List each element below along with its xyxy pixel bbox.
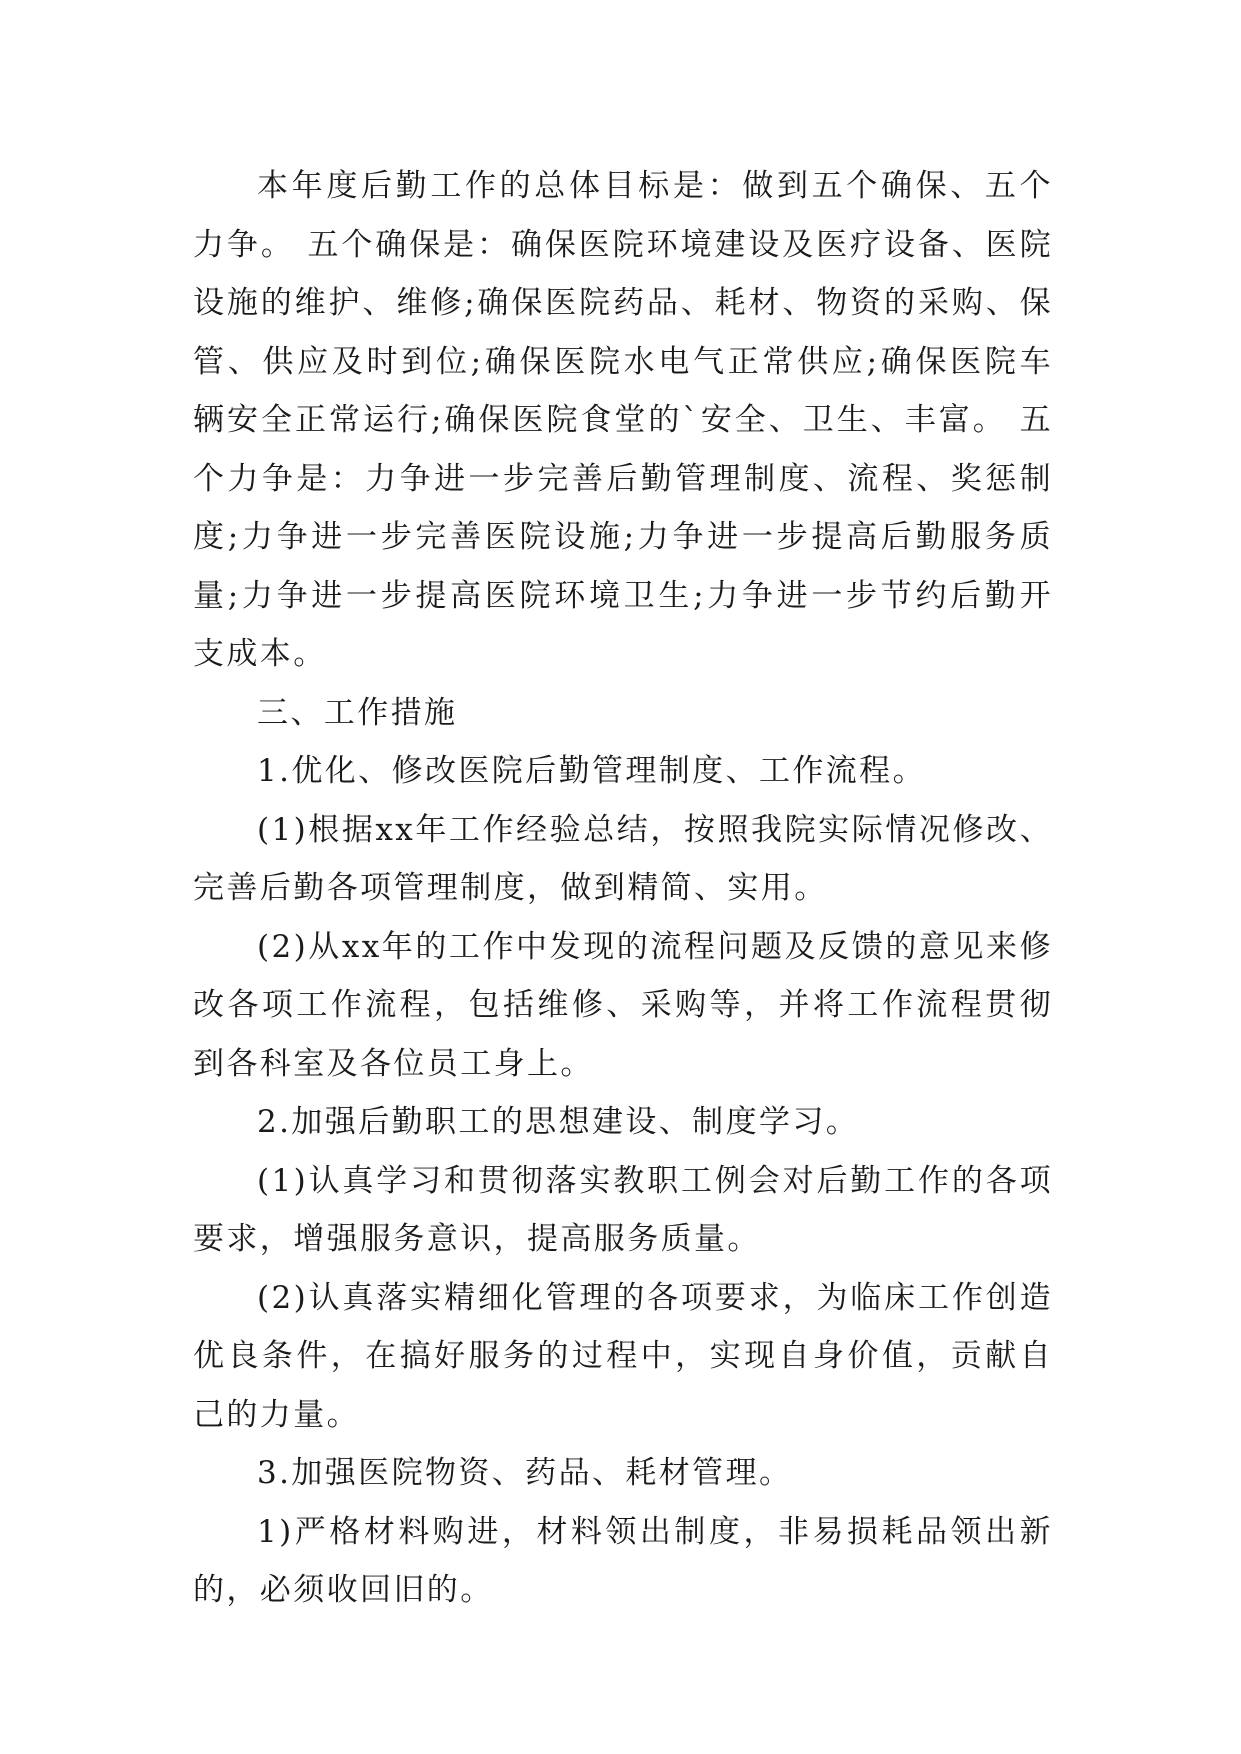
item-heading-1: 1.优化、修改医院后勤管理制度、工作流程。 (257, 753, 926, 789)
item-heading-2: 2.加强后勤职工的思想建设、制度学习。 (257, 1104, 860, 1140)
paragraph-overall-goal: 本年度后勤工作的总体目标是：做到五个确保、五个力争。 五个确保是：确保医院环境建设及医疗设备、医院设施的维护、维修;确保医院药品、耗材、物资的采购、保管、供应及时到位;确保医院水电气正常供应;确保医院车辆安全正常运行;确保医院食堂的`安全、卫生、丰富。 五个力争是：力争进一步完善后勤管理制度、流程、奖惩制度;力争进一步完善医院设施;力争进一步提高后勤服务质量;力争进一步提高医院环境卫生;力争进一步节约后勤开支成本。 (193, 168, 1053, 672)
sub-item-2-1: (1)认真学习和贯彻落实教职工例会对后勤工作的各项要求，增强服务意识，提高服务质量。 (193, 1162, 1053, 1257)
item-heading-3: 3.加强医院物资、药品、耗材管理。 (257, 1455, 793, 1491)
sub-item-1-2: (2)从xx年的工作中发现的流程问题及反馈的意见来修改各项工作流程，包括维修、采购等，并将工作流程贯彻到各科室及各位员工身上。 (193, 928, 1053, 1082)
sub-item-2-2: (2)认真落实精细化管理的各项要求，为临床工作创造优良条件，在搞好服务的过程中，实现自身价值，贡献自己的力量。 (193, 1279, 1053, 1433)
document-body (193, 157, 1053, 1620)
sub-item-3-1: 1)严格材料购进，材料领出制度，非易损耗品领出新的，必须收回旧的。 (193, 1513, 1053, 1608)
section-heading-work-measures: 三、工作措施 (257, 694, 458, 731)
sub-item-1-1: (1)根据xx年工作经验总结，按照我院实际情况修改、完善后勤各项管理制度，做到精简、实用。 (193, 811, 1053, 906)
